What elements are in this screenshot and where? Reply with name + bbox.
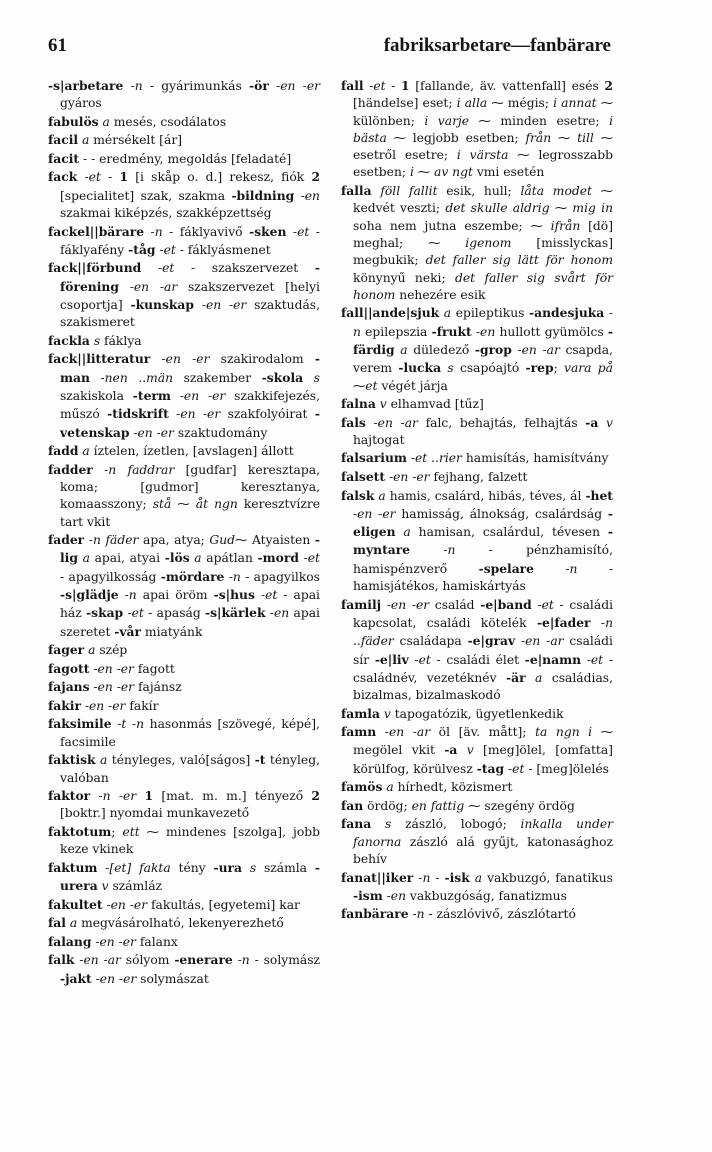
page-number: 61 [48,35,67,56]
dictionary-entry: famla v tapogatózik, ügyetlenkedik [341,705,564,721]
dictionary-entry: fager a szép [48,642,128,658]
dictionary-entry: fakultet -en -er fakultás, [egyetemi] kar [48,896,300,912]
dictionary-entry: fanat||iker -n - -isk a vakbuzgó, fanatikus -ism -en vakbuzgóság, fanatizmus [341,869,613,903]
dictionary-entry: fadd a íztelen, ízetlen, [avslagen] állott [48,443,294,459]
dictionary-entry: faksimile -t -n hasonmás [szövegé, képé], facsimile [48,716,320,749]
dictionary-entry: falsett -en -er fejhang, falzett [341,469,528,485]
dictionary-entry: -s|arbetare -n - gyárimunkás -ör -en -er gyáros [48,78,320,111]
dictionary-entry: faktotum; ett ⁓ mindenes [szolga], jobb keze vkinek [48,823,320,857]
running-head: fabriksarbetare—fanbärare [383,35,611,56]
dictionary-entry: fack||litteratur -en -er szakirodalom -man -nen ..män szakember -skola s szakiskola -term -en -er szakkifejezés, műszó -tidskrift -en -er szakfolyóirat -vetenskap -en -er szaktudomány [48,351,321,440]
dictionary-entry: falk -en -ar sólyom -enerare -n - solymász -jakt -en -er solymászat [48,952,320,986]
dictionary-entry: fall||ande|sjuk a epileptikus -andesjuka -n epilepszia -frukt -en hullott gyümölcs -färdig a düledező -grop -en -ar csapda, verem -lucka s csapóajtó -rep; vara på ⁓et végét járja [341,305,613,393]
dictionary-entry: falsk a hamis, csalárd, hibás, téves, ál -het -en -er hamisság, álnokság, csalárdság -eligen a hamisan, csalárdul, tévesen -myntare -n - pénzhamisító, hamispénzverő -spelare -n -hamisjátékos, hamiskártyás [341,487,614,594]
dictionary-entry: fall -et - 1 [fallande, äv. vattenfall] esés 2 [händelse] eset; i alla ⁓ mégis; i annat ⁓ különben; i varje ⁓ minden esetre; i bästa ⁓ legjobb esetben; från ⁓ till ⁓ esetről esetre; i värsta ⁓ legrosszabb esetben; i ⁓ av ngt vmi esetén [341,78,614,180]
dictionary-entry: falang -en -er falanx [48,933,178,949]
dictionary-entry: fagott -en -er fagott [48,660,175,676]
dictionary-entry: facil a mérsékelt [ár] [48,132,182,148]
dictionary-entry: fackla s fáklya [48,332,142,348]
right-column [341,77,613,924]
dictionary-entry: fajans -en -er fajánsz [48,679,182,695]
dictionary-entry: facit - - eredmény, megoldás [feladaté] [48,150,292,166]
dictionary-entry: fabulös a mesés, csodálatos [48,113,227,129]
dictionary-entry: fana s zászló, lobogó; inkalla under fanorna zászló alá gyűjt, katonasághoz behív [341,816,613,867]
dictionary-entry: famös a hírhedt, közismert [341,779,513,795]
dictionary-entry: falla föll fallit esik, hull; låta modet ⁓ kedvét veszti; det skulle aldrig ⁓ mig in soha nem jutna eszembe; ⁓ ifrån [dö] meghal; ⁓ igenom [misslyckas] megbukik; det faller sig lätt för honom könynyű neki; det faller sig svårt för honom nehezére esik [341,183,613,302]
left-column [48,77,320,988]
dictionary-entry: fal a megvásárolható, lekenyerezhető [48,915,284,931]
dictionary-entry: faktor -n -er 1 [mat. m. m.] tényező 2 [boktr.] nyomdai munkavezető [48,788,320,821]
dictionary-entry: fals -en -ar falc, behajtás, felhajtás -a v hajtogat [341,414,613,447]
page-header [0,0,712,60]
dictionary-entry: falsarium -et ..rier hamisítás, hamisítvány [341,450,609,466]
dictionary-entry: fack||förbund -et - szakszervezet -förening -en -ar szakszervezet [helyi csoportja] -kunskap -en -er szaktudás, szakismeret [48,260,320,330]
dictionary-entry: faktisk a tényleges, való[ságos] -t tényleg, valóban [48,752,320,785]
dictionary-entry: falna v elhamvad [tűz] [341,396,484,412]
dictionary-entry: familj -en -er család -e|band -et - családi kapcsolat, családi kötelék -e|fader -n ..fäder családapa -e|grav -en -ar családi sír -e|liv -et - családi élet -e|namn -et - családnév, vezetéknév -är a családias, bizalmas, bizalmaskodó [341,596,614,703]
dictionary-entry: fanbärare -n - zászlóvivő, zászlótartó [341,906,576,922]
dictionary-entry: fakir -en -er fakír [48,697,159,713]
dictionary-entry: fack -et - 1 [i skåp o. d.] rekesz, fiók 2 [specialitet] szak, szakma -bildning -en szakmai kiképzés, szakképzettség [48,169,320,221]
dictionary-entry: fader -n fäder apa, atya; Gud⁓ Atyaisten -lig a apai, atyai -lös a apátlan -mord -et - apagyilkosság -mördare -n - apagyilkos -s|glädje -n apai öröm -s|hus -et - apai ház -skap -et - apaság -s|kärlek -en apai szeretet -vår miatyánk [48,532,320,639]
dictionary-entry: fan ördög; en fattig ⁓ szegény ördög [341,797,575,813]
dictionary-entry: fackel||bärare -n - fáklyavivő -sken -et - fáklyafény -tåg -et - fáklyásmenet [48,223,320,257]
dictionary-entry: famn -en -ar öl [äv. mått]; ta ngn i ⁓ megölel vkit -a v [meg]ölel, [omfatta] körülfog, körülvesz -tag -et - [meg]ölelés [341,724,613,776]
dictionary-entry: fadder -n faddrar [gudfar] keresztapa, koma; [gudmor] keresztanya, komaasszony; stå ⁓ åt ngn keresztvízre tart vkit [48,461,320,529]
dictionary-entry: faktum -[et] fakta tény -ura s számla -urera v számláz [48,859,320,894]
